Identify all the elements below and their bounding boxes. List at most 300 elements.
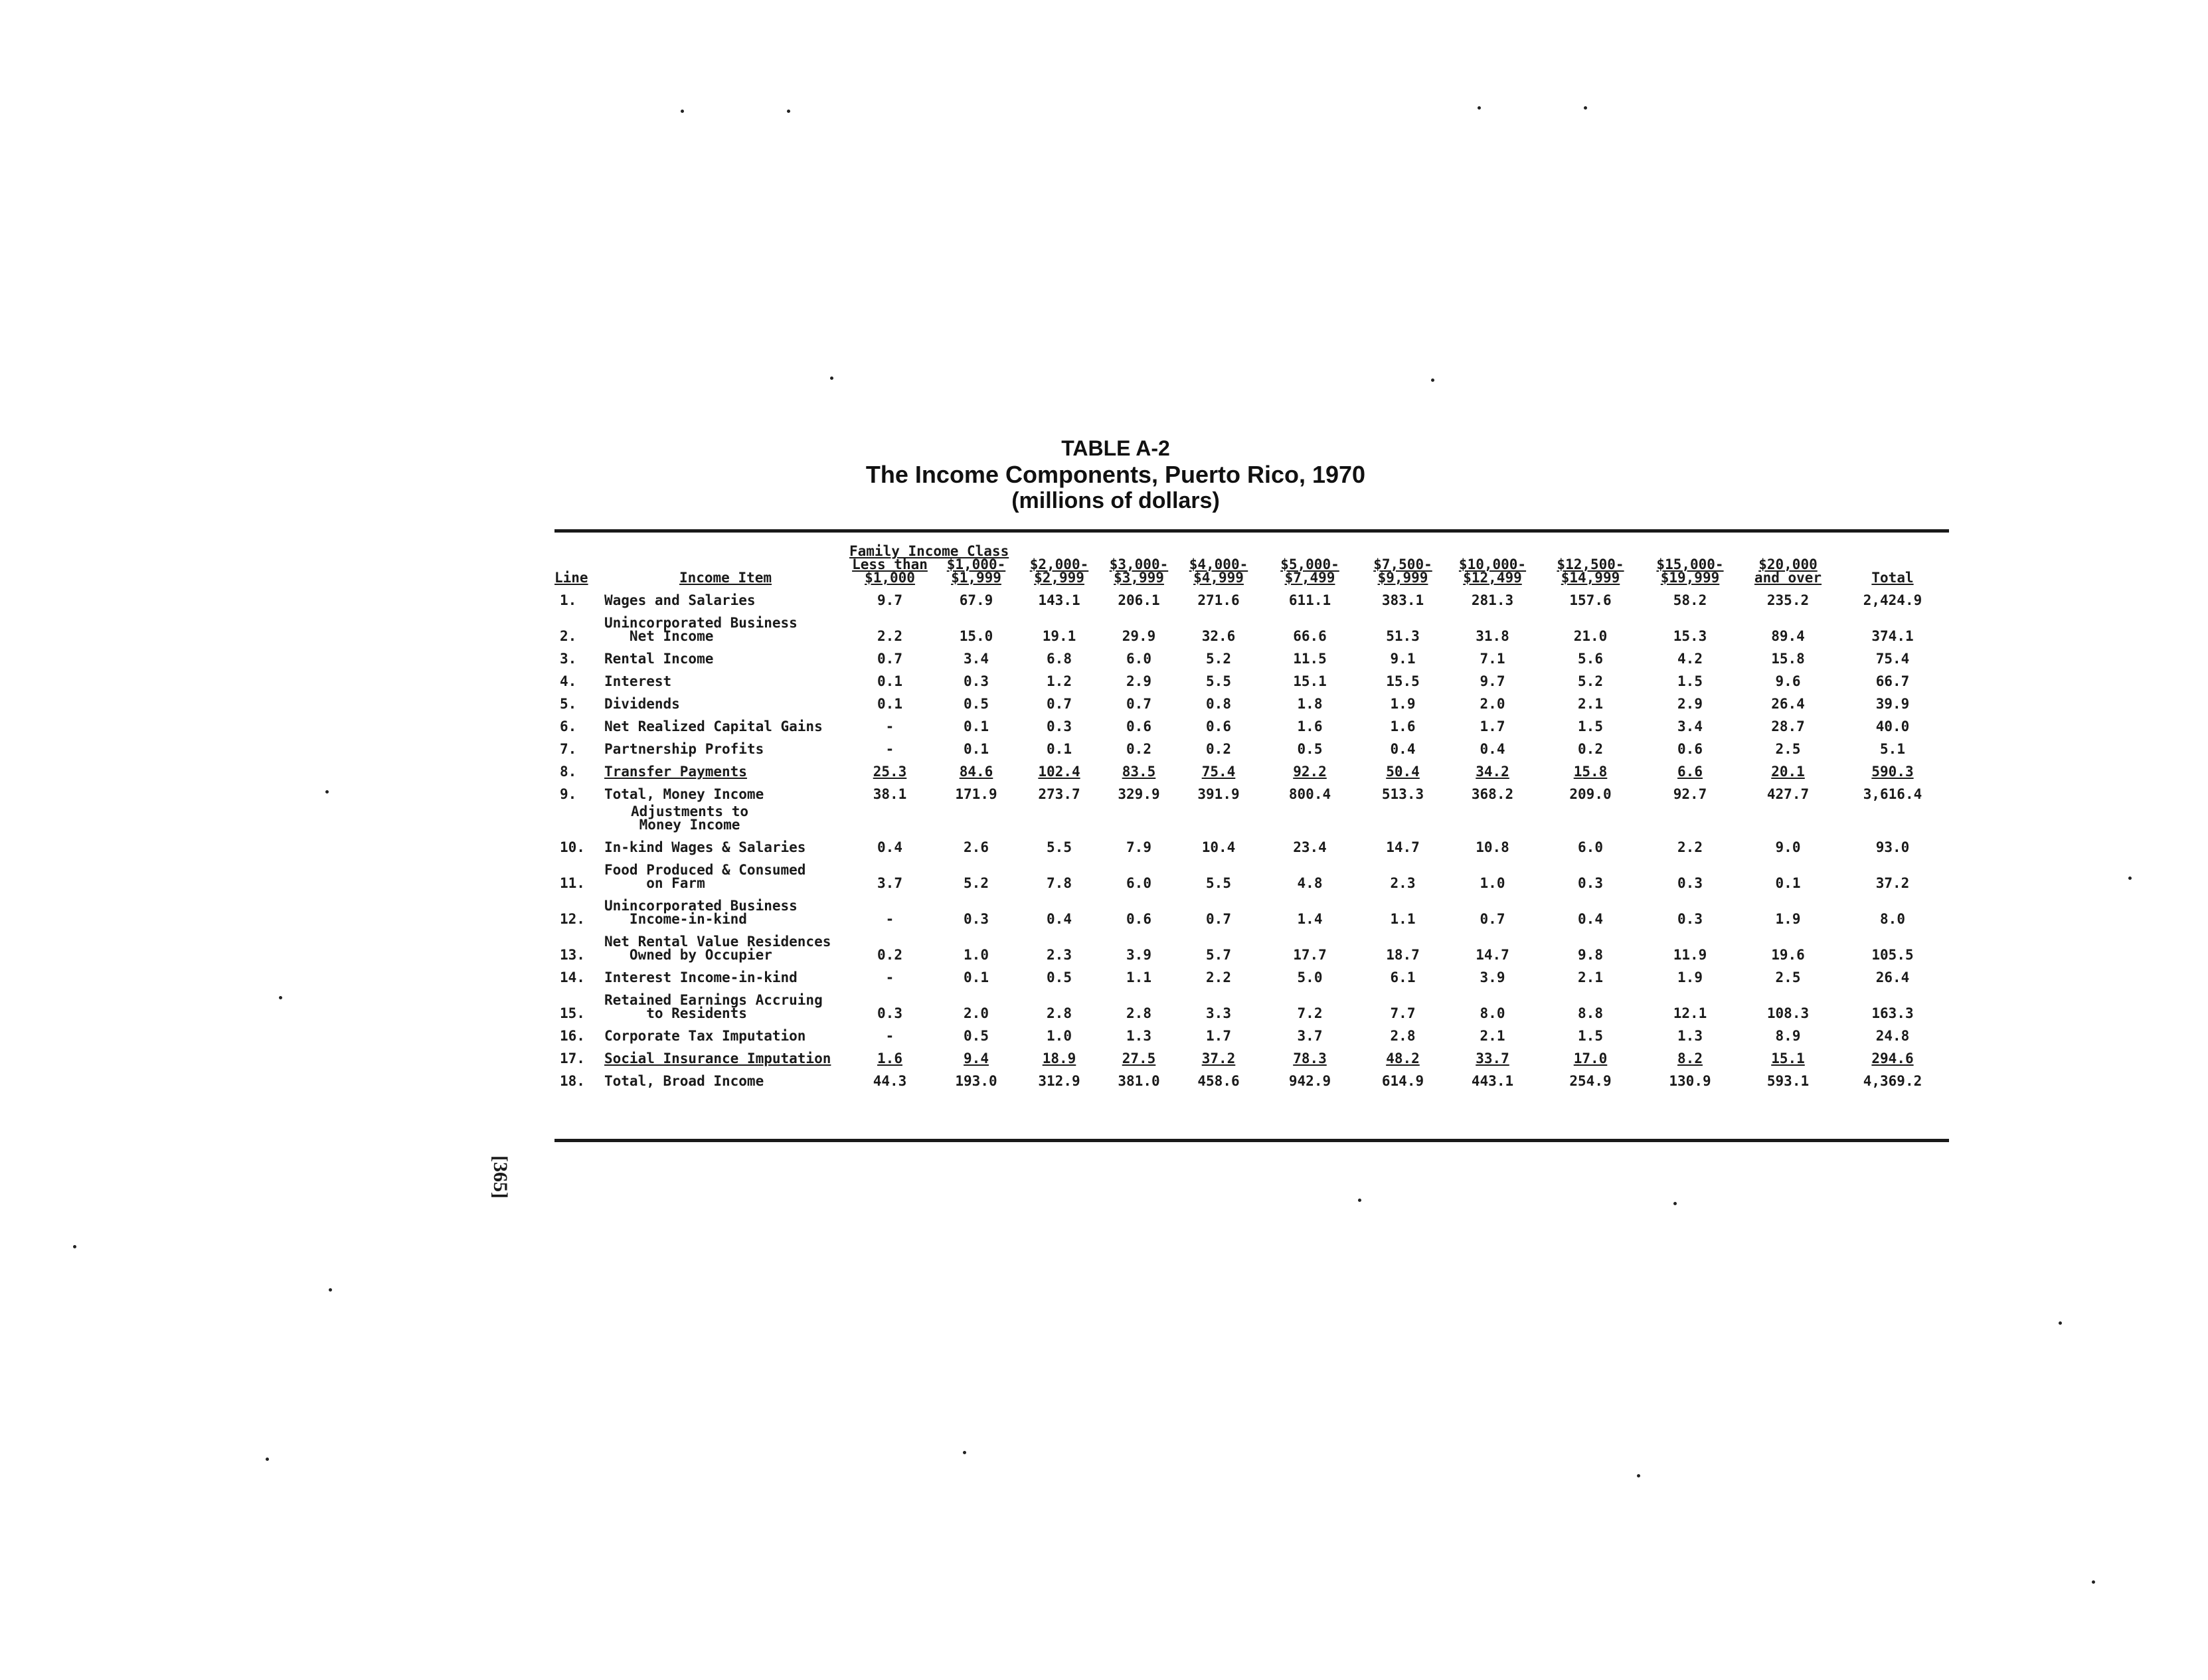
table-cell-value: 0.7 (1206, 911, 1231, 927)
table-cell-value: 31.8 (1476, 628, 1509, 644)
table-cell-value: 1.0 (964, 947, 989, 963)
line-number: 15. (560, 1005, 585, 1021)
table-cell-value: 14.7 (1386, 839, 1420, 855)
table-cell-value: 5.0 (1297, 969, 1323, 985)
family-income-class-header: Family Income Class (849, 543, 1009, 559)
table-cell-value: 5.5 (1047, 839, 1072, 855)
line-number: 2. (560, 628, 577, 644)
column-header-lower: $14,999 (1561, 570, 1620, 586)
table-cell-value: 26.4 (1875, 969, 1910, 985)
table-cell-value: 6.8 (1047, 651, 1072, 667)
scan-speck (325, 790, 329, 794)
income-item-label: Unincorporated Business Net Income (604, 615, 798, 644)
table-cell-value: 0.7 (1126, 696, 1151, 712)
table-cell-value: 0.5 (964, 1028, 989, 1044)
table-cell-value: 0.2 (877, 947, 902, 963)
table-cell-value: 5.5 (1206, 875, 1231, 891)
table-cell-value: 51.3 (1386, 628, 1420, 644)
income-item-label: Unincorporated Business Income-in-kind (604, 898, 798, 927)
table-cell-value: 0.7 (1047, 696, 1072, 712)
table-cell-value: 1.6 (877, 1050, 902, 1066)
table-cell-value: 58.2 (1673, 592, 1707, 608)
table-cell-value: 0.6 (1677, 741, 1703, 757)
table-cell-value: 1.5 (1677, 673, 1703, 689)
table-cell-value: 5.2 (1206, 651, 1231, 667)
table-cell-value: 19.1 (1042, 628, 1076, 644)
table-cell-value: 1.9 (1390, 696, 1416, 712)
table-cell-value: 0.2 (1126, 741, 1151, 757)
scan-speck (681, 110, 684, 113)
scan-speck (963, 1451, 966, 1454)
table-cell-value: 17.7 (1293, 947, 1327, 963)
table-cell-value: 2,424.9 (1863, 592, 1922, 608)
table-cell-value: 0.1 (1047, 741, 1072, 757)
table-cell-value: 942.9 (1288, 1073, 1331, 1089)
line-number: 14. (560, 969, 585, 985)
table-cell-value: 0.4 (1390, 741, 1416, 757)
table-title: The Income Components, Puerto Rico, 1970 (865, 461, 1366, 488)
table-cell-value: 0.2 (1578, 741, 1603, 757)
table-cell-value: 29.9 (1122, 628, 1156, 644)
table-cell-value: 25.3 (873, 764, 907, 780)
column-header-upper: Less than (852, 556, 928, 572)
table-cell-value: 20.1 (1771, 764, 1805, 780)
table-cell-value: 614.9 (1381, 1073, 1424, 1089)
table-cell-value: 33.7 (1476, 1050, 1509, 1066)
table-cell-value: 10.8 (1476, 839, 1509, 855)
table-cell-value: 17.0 (1573, 1050, 1608, 1066)
table-cell-value: 2.9 (1677, 696, 1703, 712)
table-cell-value: 12.1 (1673, 1005, 1707, 1021)
line-number: 11. (560, 875, 585, 891)
table-cell-value: 271.6 (1197, 592, 1240, 608)
table-cell-value: 1.0 (1047, 1028, 1072, 1044)
line-number: 9. (560, 786, 577, 802)
table-cell-value: 1.3 (1677, 1028, 1703, 1044)
table-cell-value: 66.6 (1293, 628, 1327, 644)
table-cell-value: 5.2 (964, 875, 989, 891)
table-row (554, 643, 1949, 665)
table-cell-value: 18.7 (1386, 947, 1420, 963)
table-cell-value: 171.9 (955, 786, 997, 802)
table-cell-value: 66.7 (1875, 673, 1910, 689)
line-column-header: Line (554, 570, 588, 586)
table-cell-value: 5.5 (1206, 673, 1231, 689)
income-item-label: Corporate Tax Imputation (604, 1028, 806, 1044)
line-number: 7. (560, 741, 577, 757)
table-cell-value: 105.5 (1871, 947, 1914, 963)
table-cell-value: 1.5 (1578, 718, 1603, 734)
scan-speck (2059, 1321, 2062, 1325)
table-title-block (551, 435, 1680, 513)
table-cell-value: 2.1 (1480, 1028, 1505, 1044)
column-header-upper: $7,500- (1373, 556, 1432, 572)
table-cell-value: 39.9 (1875, 696, 1910, 712)
table-cell-value: - (885, 969, 894, 985)
table-row (554, 962, 1949, 984)
line-number: 18. (560, 1073, 585, 1089)
table-cell-value: 34.2 (1476, 764, 1509, 780)
table-cell-value: 2.1 (1578, 696, 1603, 712)
table-cell-value: 26.4 (1771, 696, 1805, 712)
table-cell-value: 611.1 (1288, 592, 1331, 608)
table-cell-value: 0.1 (877, 696, 902, 712)
table-cell-value: 1.6 (1297, 718, 1323, 734)
table-cell-value: 0.3 (877, 1005, 902, 1021)
table-cell-value: 0.1 (964, 969, 989, 985)
table-cell-value: 800.4 (1288, 786, 1331, 802)
table-row (554, 733, 1949, 756)
table-cell-value: 6.6 (1677, 764, 1703, 780)
table-cell-value: 273.7 (1038, 786, 1080, 802)
table-cell-value: 75.4 (1875, 651, 1910, 667)
column-header-lower: $4,999 (1193, 570, 1244, 586)
table-cell-value: 7.8 (1047, 875, 1072, 891)
table-cell-value: 92.7 (1673, 786, 1707, 802)
table-cell-value: 0.4 (1480, 741, 1505, 757)
table-cell-value: 9.0 (1775, 839, 1801, 855)
table-cell-value: 0.4 (877, 839, 902, 855)
column-header-upper: $5,000- (1280, 556, 1339, 572)
income-item-label: Net Rental Value Residences Owned by Occupier (604, 934, 831, 963)
table-cell-value: 3.4 (1677, 718, 1703, 734)
table-row (554, 926, 1949, 962)
table-cell-value: 11.9 (1673, 947, 1707, 963)
table-units: (millions of dollars) (1011, 488, 1220, 513)
table-cell-value: 0.7 (877, 651, 902, 667)
table-cell-value: 28.7 (1771, 718, 1805, 734)
subheading-adjustments: Adjustments to Money Income (631, 803, 749, 833)
table-row (554, 756, 1949, 778)
table-cell-value: - (885, 911, 894, 927)
table-cell-value: 5.7 (1206, 947, 1231, 963)
table-cell-value: 8.8 (1578, 1005, 1603, 1021)
table-cell-value: 19.6 (1771, 947, 1805, 963)
table-cell-value: 37.2 (1875, 875, 1910, 891)
line-number: 1. (560, 592, 577, 608)
table-cell-value: 15.8 (1573, 764, 1608, 780)
scan-speck (2092, 1580, 2095, 1584)
bottom-rule (554, 1139, 1949, 1142)
table-cell-value: 15.1 (1771, 1050, 1805, 1066)
income-item-label: Partnership Profits (604, 741, 764, 757)
table-row (554, 1043, 1949, 1065)
table-cell-value: 0.6 (1206, 718, 1231, 734)
column-header-upper: $15,000- (1656, 556, 1724, 572)
table-cell-value: 1.2 (1047, 673, 1072, 689)
table-cell-value: 9.4 (964, 1050, 989, 1066)
table-cell-value: 8.2 (1677, 1050, 1703, 1066)
table-cell-value: 458.6 (1197, 1073, 1240, 1089)
table-cell-value: 8.9 (1775, 1028, 1801, 1044)
income-item-label: Total, Broad Income (604, 1073, 764, 1089)
column-header-lower: $19,999 (1660, 570, 1720, 586)
table-cell-value: 14.7 (1476, 947, 1509, 963)
table-cell-value: 1.6 (1390, 718, 1416, 734)
table-cell-value: 0.2 (1206, 741, 1231, 757)
column-header-upper: $3,000- (1109, 556, 1169, 572)
page-number (485, 1155, 525, 1215)
table-cell-value: 2.9 (1126, 673, 1151, 689)
table-row (554, 1065, 1949, 1088)
table-cell-value: 2.1 (1578, 969, 1603, 985)
table-cell-value: - (885, 741, 894, 757)
table-cell-value: 329.9 (1118, 786, 1160, 802)
table-cell-value: 83.5 (1122, 764, 1156, 780)
table-cell-value: 193.0 (955, 1073, 997, 1089)
scan-speck (1584, 106, 1587, 110)
table-cell-value: 78.3 (1293, 1050, 1327, 1066)
table-cell-value: 93.0 (1875, 839, 1910, 855)
scan-speck (787, 110, 790, 113)
table-cell-value: 1.8 (1297, 696, 1323, 712)
scan-speck (73, 1245, 76, 1248)
table-cell-value: 50.4 (1386, 764, 1420, 780)
line-number: 16. (560, 1028, 585, 1044)
line-number: 8. (560, 764, 577, 780)
line-number: 17. (560, 1050, 585, 1066)
column-header-upper (1836, 558, 1949, 571)
table-cell-value: 374.1 (1871, 628, 1914, 644)
table-cell-value: 593.1 (1766, 1073, 1810, 1089)
table-cell-value: 1.9 (1677, 969, 1703, 985)
table-number: TABLE A-2 (1061, 436, 1170, 460)
table-cell-value: 7.9 (1126, 839, 1151, 855)
income-item-label: Rental Income (604, 651, 714, 667)
column-header-upper: $20,000 (1758, 556, 1818, 572)
table-cell-value: 24.8 (1875, 1028, 1910, 1044)
table-row (554, 688, 1949, 711)
table-cell-value: 312.9 (1038, 1073, 1080, 1089)
column-header-upper: $2,000- (1029, 556, 1089, 572)
table-cell-value: 15.8 (1771, 651, 1805, 667)
table-cell-value: 2.8 (1047, 1005, 1072, 1021)
table-cell-value: 368.2 (1471, 786, 1514, 802)
table-cell-value: 0.3 (964, 673, 989, 689)
table-cell-value: 0.6 (1126, 911, 1151, 927)
line-number: 6. (560, 718, 577, 734)
table-row (554, 607, 1949, 643)
table-cell-value: 38.1 (873, 786, 907, 802)
table-cell-value: 1.5 (1578, 1028, 1603, 1044)
table-cell-value: 2.8 (1126, 1005, 1151, 1021)
table-cell-value: 9.6 (1775, 673, 1801, 689)
table-cell-value: 1.9 (1775, 911, 1801, 927)
table-cell-value: 40.0 (1875, 718, 1910, 734)
column-header-upper: $4,000- (1189, 556, 1248, 572)
income-item-label: Social Insurance Imputation (604, 1050, 831, 1066)
income-table (554, 545, 1949, 1088)
scan-speck (1431, 378, 1434, 382)
table-cell-value: 15.3 (1673, 628, 1707, 644)
column-header-lower: $3,999 (1114, 570, 1164, 586)
table-cell-value: 7.1 (1480, 651, 1505, 667)
table-cell-value: 10.4 (1201, 839, 1236, 855)
table-cell-value: 3,616.4 (1863, 786, 1922, 802)
table-cell-value: 590.3 (1871, 764, 1914, 780)
scan-speck (2128, 877, 2132, 880)
table-cell-value: 130.9 (1669, 1073, 1711, 1089)
scan-speck (1673, 1202, 1677, 1205)
table-cell-value: 0.7 (1480, 911, 1505, 927)
table-cell-value: 3.9 (1126, 947, 1151, 963)
table-cell-value: 9.1 (1390, 651, 1416, 667)
table-cell-value: 0.1 (1775, 875, 1801, 891)
income-item-label: In-kind Wages & Salaries (604, 839, 806, 855)
table-row (554, 778, 1949, 801)
page-number-text: [365] (489, 1155, 511, 1199)
income-item-label: Net Realized Capital Gains (604, 718, 823, 734)
table-cell-value: 0.1 (877, 673, 902, 689)
table-row (554, 854, 1949, 890)
table-row (554, 984, 1949, 1020)
table-cell-value: 1.1 (1390, 911, 1416, 927)
table-cell-value: 157.6 (1569, 592, 1612, 608)
column-header-lower: $1,000 (865, 570, 915, 586)
table-cell-value: 6.0 (1126, 651, 1151, 667)
income-item-label: Total, Money Income (604, 786, 764, 802)
table-cell-value: 443.1 (1471, 1073, 1514, 1089)
table-cell-value: 2.5 (1775, 741, 1801, 757)
column-header-lower: $9,999 (1377, 570, 1428, 586)
table-cell-value: 18.9 (1042, 1050, 1076, 1066)
table-cell-value: 1.1 (1126, 969, 1151, 985)
scan-speck (830, 377, 833, 380)
table-cell-value: 23.4 (1293, 839, 1327, 855)
subheading-row (554, 801, 1949, 831)
table-cell-value: 0.8 (1206, 696, 1231, 712)
table-cell-value: 206.1 (1118, 592, 1160, 608)
table-cell-value: 84.6 (959, 764, 993, 780)
line-number: 3. (560, 651, 577, 667)
table-cell-value: 89.4 (1771, 628, 1805, 644)
table-cell-value: 21.0 (1573, 628, 1608, 644)
table-row (554, 831, 1949, 854)
table-cell-value: 5.6 (1578, 651, 1603, 667)
table-cell-value: 9.7 (1480, 673, 1505, 689)
table-cell-value: 0.3 (964, 911, 989, 927)
table-cell-value: 513.3 (1381, 786, 1424, 802)
table-cell-value: 2.0 (1480, 696, 1505, 712)
column-header-lower: $12,499 (1463, 570, 1522, 586)
income-item-column-header: Income Item (679, 570, 772, 586)
scan-speck (1637, 1474, 1640, 1477)
table-cell-value: 5.2 (1578, 673, 1603, 689)
table-cell-value: 3.9 (1480, 969, 1505, 985)
table-cell-value: - (885, 1028, 894, 1044)
column-header-upper: $1,000- (946, 556, 1006, 572)
table-cell-value: 8.0 (1480, 1005, 1505, 1021)
line-number: 10. (560, 839, 585, 855)
income-item-label: Interest Income-in-kind (604, 969, 798, 985)
income-item-label: Food Produced & Consumed on Farm (604, 862, 806, 891)
table-cell-value: 3.3 (1206, 1005, 1231, 1021)
table-cell-value: 27.5 (1122, 1050, 1156, 1066)
table-cell-value: 235.2 (1766, 592, 1810, 608)
table-cell-value: 9.7 (877, 592, 902, 608)
table-cell-value: - (885, 718, 894, 734)
column-header-lower: $2,999 (1034, 570, 1084, 586)
table-cell-value: 0.5 (964, 696, 989, 712)
table-cell-value: 0.3 (1047, 718, 1072, 734)
table-cell-value: 2.8 (1390, 1028, 1416, 1044)
table-cell-value: 0.1 (964, 741, 989, 757)
table-cell-value: 6.1 (1390, 969, 1416, 985)
scan-speck (329, 1288, 332, 1292)
income-item-label: Transfer Payments (604, 764, 747, 780)
table-cell-value: 15.0 (959, 628, 993, 644)
column-header-upper: $12,500- (1557, 556, 1624, 572)
table-cell-value: 0.6 (1126, 718, 1151, 734)
table-row (554, 665, 1949, 688)
table-cell-value: 6.0 (1126, 875, 1151, 891)
table-cell-value: 2.2 (1677, 839, 1703, 855)
table-cell-value: 383.1 (1381, 592, 1424, 608)
table-cell-value: 5.1 (1880, 741, 1905, 757)
table-cell-value: 4.8 (1297, 875, 1323, 891)
table-cell-value: 2.3 (1390, 875, 1416, 891)
table-cell-value: 1.0 (1480, 875, 1505, 891)
table-cell-value: 1.7 (1480, 718, 1505, 734)
income-item-label: Interest (604, 673, 672, 689)
table-cell-value: 7.7 (1390, 1005, 1416, 1021)
top-rule (554, 529, 1949, 533)
table-cell-value: 0.3 (1677, 875, 1703, 891)
line-number: 12. (560, 911, 585, 927)
table-cell-value: 281.3 (1471, 592, 1514, 608)
scan-speck (279, 996, 282, 999)
table-cell-value: 67.9 (959, 592, 993, 608)
line-number: 4. (560, 673, 577, 689)
table-cell-value: 427.7 (1766, 786, 1810, 802)
table-cell-value: 1.3 (1126, 1028, 1151, 1044)
table-cell-value: 37.2 (1201, 1050, 1236, 1066)
column-header-lower: $7,499 (1284, 570, 1335, 586)
table-cell-value: 108.3 (1766, 1005, 1810, 1021)
table-cell-value: 9.8 (1578, 947, 1603, 963)
income-item-label: Wages and Salaries (604, 592, 756, 608)
scan-speck (266, 1458, 269, 1461)
table-cell-value: 163.3 (1871, 1005, 1914, 1021)
table-cell-value: 391.9 (1197, 786, 1240, 802)
table-cell-value: 2.3 (1047, 947, 1072, 963)
table-cell-value: 0.4 (1047, 911, 1072, 927)
table-cell-value: 7.2 (1297, 1005, 1323, 1021)
table-cell-value: 4.2 (1677, 651, 1703, 667)
table-cell-value: 0.5 (1297, 741, 1323, 757)
table-cell-value: 3.7 (877, 875, 902, 891)
table-cell-value: 209.0 (1569, 786, 1612, 802)
table-cell-value: 294.6 (1871, 1050, 1914, 1066)
table-cell-value: 254.9 (1569, 1073, 1612, 1089)
scan-speck (1478, 106, 1481, 110)
income-item-label: Retained Earnings Accruing to Residents (604, 992, 823, 1021)
table-cell-value: 4,369.2 (1863, 1073, 1922, 1089)
table-cell-value: 143.1 (1038, 592, 1080, 608)
table-cell-value: 1.7 (1206, 1028, 1231, 1044)
table-cell-value: 15.5 (1386, 673, 1420, 689)
table-cell-value: 44.3 (873, 1073, 907, 1089)
table-row (554, 711, 1949, 733)
table-cell-value: 2.2 (1206, 969, 1231, 985)
table-cell-value: 0.5 (1047, 969, 1072, 985)
table-cell-value: 11.5 (1293, 651, 1327, 667)
table-cell-value: 3.4 (964, 651, 989, 667)
column-header-lower: Total (1871, 570, 1914, 586)
table-cell-value: 2.6 (964, 839, 989, 855)
table-cell-value: 0.3 (1677, 911, 1703, 927)
table-cell-value: 48.2 (1386, 1050, 1420, 1066)
